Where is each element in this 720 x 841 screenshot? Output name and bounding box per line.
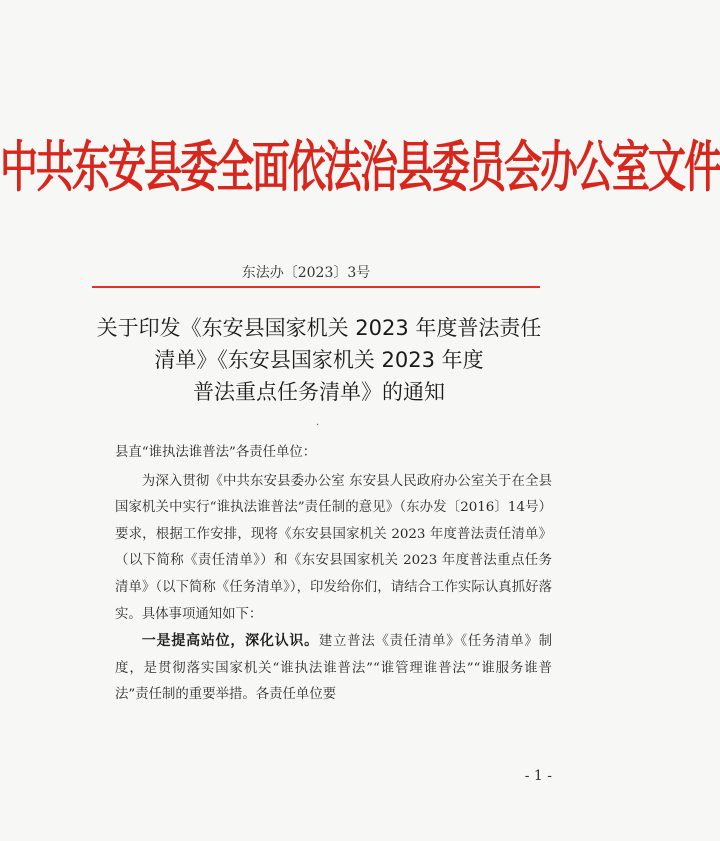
title-line-2: 清单》《东安县国家机关 2023 年度 [154,348,484,372]
document-number: 东法办〔2023〕3号 [241,265,371,281]
title-line-3: 普法重点任务清单》的通知 [193,380,445,404]
document-body [115,440,552,709]
paragraph-2-text: 建立普法《责任清单》《任务清单》制度，是贯彻落实国家机关“谁执法谁普法”“谁管理谁普法”“谁服务谁普法”责任制的重要举措。各责任单位要 [115,634,552,703]
paragraph-1: 为深入贯彻《中共东安县委办公室 东安县人民政府办公室关于在全县国家机关中实行“谁执法谁普法”责任制的意见》（东办发〔2016〕14号）要求，根据工作安排，现将《东安县国家机关 2023 年度普法责任清单》（以下简称《责任清单》）和《东安县国家机关 2023 年度普法重点任务清单》（以下简称《任务清单》），印发给你们，请结合工作实际认真抓好落实。具体事项通知如下： [115,473,552,622]
addressee: 县直“谁执法谁普法”各责任单位： [115,445,317,460]
stray-mark: · [316,420,320,431]
paragraph-2-lead: 一是提高站位，深化认识。 [141,633,319,650]
paragraph-2 [115,628,552,709]
notice-title [96,312,542,408]
red-header-title: 中共东安县委全面依法治县委员会办公室文件 [0,133,720,199]
title-line-1: 关于印发《东安县国家机关 2023 年度普法责任 [96,316,542,340]
page-number: - 1 - [524,768,552,784]
red-divider-line [92,286,540,288]
